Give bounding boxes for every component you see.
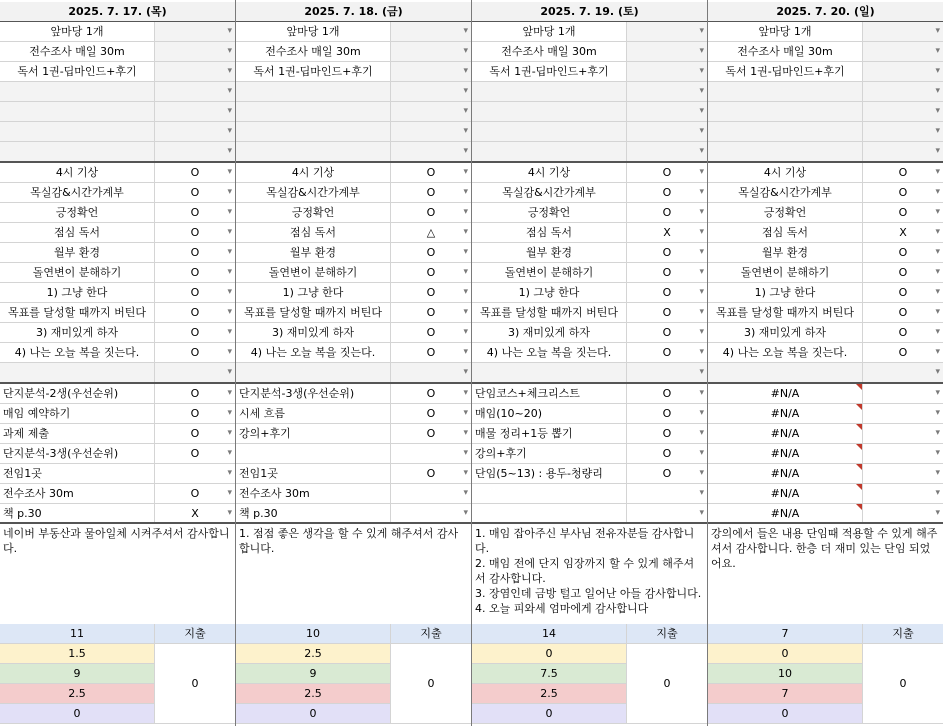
goal-status-dropdown[interactable] — [863, 122, 943, 142]
routine-item: 목표를 달성할 때까지 버틴다 — [236, 303, 391, 323]
task-status-dropdown[interactable]: O ▾ — [155, 384, 236, 404]
goal-cell[interactable] — [236, 122, 391, 142]
goal-status-dropdown[interactable] — [391, 122, 472, 142]
routine-status-dropdown[interactable]: O ▾ — [627, 263, 708, 283]
gratitude-note[interactable]: 네이버 부동산과 물아일체 시켜주셔서 감사합니다. — [0, 524, 236, 624]
task-status-dropdown[interactable]: O ▾ — [391, 464, 472, 484]
routine-item: 4) 나는 오늘 복을 짓는다. — [472, 343, 627, 363]
routine-status-dropdown[interactable]: O ▾ — [391, 303, 472, 323]
task-item[interactable]: #N/A — [708, 424, 863, 444]
goal-cell[interactable] — [0, 142, 155, 162]
routine-item: 월부 환경 — [236, 243, 391, 263]
spend-total: 0 — [155, 644, 236, 724]
goal-status-dropdown[interactable] — [863, 62, 943, 82]
task-item[interactable]: 과제 제출 — [0, 424, 155, 444]
routine-status-dropdown[interactable]: O ▾ — [155, 303, 236, 323]
task-item[interactable]: 매임 예약하기 — [0, 404, 155, 424]
goal-status-dropdown[interactable] — [863, 142, 943, 162]
goal-cell[interactable] — [472, 102, 627, 122]
routine-item: 1) 그냥 한다 — [472, 283, 627, 303]
task-status-dropdown[interactable] — [863, 424, 943, 444]
routine-status-dropdown[interactable]: O ▾ — [391, 323, 472, 343]
task-status-dropdown[interactable] — [863, 464, 943, 484]
score-cell: 11 — [0, 624, 155, 644]
task-status-dropdown[interactable]: O ▾ — [627, 404, 708, 424]
routine-status-dropdown[interactable]: X ▾ — [863, 223, 943, 243]
task-item[interactable]: #N/A — [708, 484, 863, 504]
goal-cell[interactable]: 앞마당 1개 — [236, 22, 391, 42]
task-item[interactable]: 전임1곳 — [0, 464, 155, 484]
task-status-dropdown[interactable] — [863, 484, 943, 504]
task-item[interactable]: 단지분석-3생(우선순위) — [236, 384, 391, 404]
goal-cell[interactable]: 전수조사 매일 30m — [708, 42, 863, 62]
routine-item: 돌연변이 분해하기 — [472, 263, 627, 283]
routine-item: 긍정확언 — [472, 203, 627, 223]
day-column-divider — [707, 0, 708, 726]
routine-status-dropdown[interactable]: O ▾ — [391, 163, 472, 183]
task-item[interactable]: 책 p.30 — [0, 504, 155, 524]
routine-status-dropdown[interactable]: O ▾ — [155, 323, 236, 343]
task-item[interactable]: #N/A — [708, 404, 863, 424]
goal-status-dropdown[interactable] — [391, 142, 472, 162]
routine-item: 4시 기상 — [708, 163, 863, 183]
task-item[interactable]: 단임코스+체크리스트 — [472, 384, 627, 404]
routine-status-dropdown[interactable]: O ▾ — [155, 183, 236, 203]
routine-item: 점심 독서 — [0, 223, 155, 243]
score-cell: 14 — [472, 624, 627, 644]
routine-status-dropdown[interactable]: O ▾ — [391, 183, 472, 203]
goal-cell[interactable] — [472, 142, 627, 162]
goal-cell[interactable] — [0, 102, 155, 122]
comment-marker-icon — [856, 444, 862, 450]
task-item[interactable]: 전수조사 30m — [236, 484, 391, 504]
goal-cell[interactable]: 전수조사 매일 30m — [472, 42, 627, 62]
task-status-dropdown[interactable] — [627, 484, 708, 504]
task-status-dropdown[interactable] — [391, 444, 472, 464]
goal-status-dropdown[interactable] — [627, 22, 708, 42]
task-status-dropdown[interactable]: O ▾ — [155, 404, 236, 424]
routine-status-dropdown[interactable]: O ▾ — [155, 343, 236, 363]
date-header: 2025. 7. 18. (금) — [236, 2, 472, 22]
goal-status-dropdown[interactable] — [627, 102, 708, 122]
task-item[interactable]: 시세 흐름 — [236, 404, 391, 424]
task-status-dropdown[interactable] — [863, 384, 943, 404]
routine-status-dropdown[interactable]: O ▾ — [391, 343, 472, 363]
date-header: 2025. 7. 17. (목) — [0, 2, 236, 22]
goal-cell[interactable] — [708, 82, 863, 102]
routine-item: 긍정확언 — [236, 203, 391, 223]
routine-status-dropdown[interactable] — [155, 363, 236, 383]
goal-status-dropdown[interactable] — [155, 42, 236, 62]
task-item[interactable] — [472, 504, 627, 524]
goal-status-dropdown[interactable] — [391, 62, 472, 82]
task-status-dropdown[interactable]: O ▾ — [155, 484, 236, 504]
routine-status-dropdown[interactable]: O ▾ — [391, 203, 472, 223]
goal-status-dropdown[interactable] — [155, 122, 236, 142]
goal-status-dropdown[interactable] — [155, 82, 236, 102]
comment-marker-icon — [856, 464, 862, 470]
goal-status-dropdown[interactable] — [627, 42, 708, 62]
routine-item: 4) 나는 오늘 복을 짓는다. — [708, 343, 863, 363]
routine-item: 4시 기상 — [0, 163, 155, 183]
gratitude-note[interactable]: 강의에서 들은 내용 단임때 적용할 수 있게 해주셔서 감사합니다. 한층 더 재미 있는 단임 되었어요. — [708, 524, 943, 624]
routine-item: 4) 나는 오늘 복을 짓는다. — [236, 343, 391, 363]
routine-status-dropdown[interactable]: O ▾ — [155, 263, 236, 283]
routine-status-dropdown[interactable]: O ▾ — [863, 203, 943, 223]
stat-cell: 2.5 — [0, 684, 155, 704]
task-status-dropdown[interactable]: O ▾ — [627, 424, 708, 444]
task-status-dropdown[interactable]: O ▾ — [155, 424, 236, 444]
routine-status-dropdown[interactable]: △ ▾ — [391, 223, 472, 243]
goal-status-dropdown[interactable] — [627, 122, 708, 142]
goal-cell[interactable]: 앞마당 1개 — [708, 22, 863, 42]
routine-status-dropdown[interactable]: O ▾ — [627, 243, 708, 263]
routine-item: 긍정확언 — [708, 203, 863, 223]
routine-item: 점심 독서 — [236, 223, 391, 243]
comment-marker-icon — [856, 384, 862, 390]
stat-cell: 2.5 — [236, 684, 391, 704]
goal-status-dropdown[interactable] — [155, 62, 236, 82]
day-column-divider — [471, 0, 472, 726]
routine-item: 1) 그냥 한다 — [708, 283, 863, 303]
goal-cell[interactable]: 독서 1권-딥마인드+후기 — [472, 62, 627, 82]
task-item[interactable]: #N/A — [708, 504, 863, 524]
task-status-dropdown[interactable]: O ▾ — [391, 424, 472, 444]
routine-status-dropdown[interactable]: O ▾ — [863, 163, 943, 183]
routine-item — [708, 363, 863, 383]
routine-item: 점심 독서 — [472, 223, 627, 243]
goal-cell[interactable]: 앞마당 1개 — [0, 22, 155, 42]
routine-item: 돌연변이 분해하기 — [0, 263, 155, 283]
task-item[interactable]: 전임1곳 — [236, 464, 391, 484]
routine-status-dropdown[interactable] — [863, 363, 943, 383]
routine-status-dropdown[interactable]: O ▾ — [391, 243, 472, 263]
task-item[interactable]: 강의+후기 — [236, 424, 391, 444]
routine-item: 돌연변이 분해하기 — [708, 263, 863, 283]
routine-item: 월부 환경 — [708, 243, 863, 263]
task-item[interactable] — [472, 484, 627, 504]
routine-status-dropdown[interactable]: O ▾ — [627, 323, 708, 343]
goal-cell[interactable] — [472, 122, 627, 142]
routine-item: 목실감&시간가계부 — [236, 183, 391, 203]
stat-cell: 0 — [708, 644, 863, 664]
routine-status-dropdown[interactable] — [391, 363, 472, 383]
goal-cell[interactable] — [708, 142, 863, 162]
spend-label: 지출 — [627, 624, 708, 644]
goal-status-dropdown[interactable] — [391, 102, 472, 122]
routine-status-dropdown[interactable]: O ▾ — [155, 283, 236, 303]
routine-status-dropdown[interactable]: O ▾ — [627, 183, 708, 203]
date-header: 2025. 7. 20. (일) — [708, 2, 943, 22]
routine-status-dropdown[interactable]: O ▾ — [863, 243, 943, 263]
spend-total: 0 — [863, 644, 943, 724]
stat-cell: 1.5 — [0, 644, 155, 664]
spend-label: 지출 — [863, 624, 943, 644]
task-status-dropdown[interactable]: O ▾ — [627, 464, 708, 484]
goal-cell[interactable] — [472, 82, 627, 102]
goal-cell[interactable]: 독서 1권-딥마인드+후기 — [0, 62, 155, 82]
goal-cell[interactable]: 독서 1권-딥마인드+후기 — [708, 62, 863, 82]
routine-item: 3) 재미있게 하자 — [708, 323, 863, 343]
spend-label: 지출 — [155, 624, 236, 644]
comment-marker-icon — [856, 504, 862, 510]
routine-item: 점심 독서 — [708, 223, 863, 243]
stat-cell: 9 — [236, 664, 391, 684]
goal-status-dropdown[interactable] — [863, 102, 943, 122]
stat-cell: 7 — [708, 684, 863, 704]
goal-status-dropdown[interactable] — [391, 22, 472, 42]
task-status-dropdown[interactable]: O ▾ — [391, 404, 472, 424]
task-item[interactable]: 전수조사 30m — [0, 484, 155, 504]
comment-marker-icon — [856, 484, 862, 490]
routine-status-dropdown[interactable]: O ▾ — [863, 283, 943, 303]
stat-cell: 0 — [472, 644, 627, 664]
routine-item: 목실감&시간가계부 — [708, 183, 863, 203]
routine-status-dropdown[interactable]: O ▾ — [627, 303, 708, 323]
stat-cell: 9 — [0, 664, 155, 684]
routine-status-dropdown[interactable]: O ▾ — [863, 323, 943, 343]
task-item[interactable]: 단지분석-2생(우선순위) — [0, 384, 155, 404]
goal-cell[interactable] — [0, 82, 155, 102]
routine-status-dropdown[interactable]: X ▾ — [627, 223, 708, 243]
task-item[interactable]: 매물 정리+1등 뽑기 — [472, 424, 627, 444]
goal-cell[interactable] — [708, 122, 863, 142]
task-item[interactable] — [236, 444, 391, 464]
gratitude-note[interactable]: 1. 매임 잡아주신 부사님 전유자분들 감사합니다. 2. 매임 전에 단지 임장까지 할 수 있게 해주셔서 감사합니다. 3. 장염인데 금방 털고 일어난 아들 감사합니다. 4. 오늘 피와세 엄마에게 감사합니다 — [472, 524, 708, 624]
routine-item: 돌연변이 분해하기 — [236, 263, 391, 283]
routine-item — [236, 363, 391, 383]
goal-status-dropdown[interactable] — [627, 82, 708, 102]
task-status-dropdown[interactable] — [155, 464, 236, 484]
task-status-dropdown[interactable] — [391, 504, 472, 524]
score-cell: 10 — [236, 624, 391, 644]
task-status-dropdown[interactable]: O ▾ — [391, 384, 472, 404]
task-status-dropdown[interactable]: O ▾ — [627, 384, 708, 404]
date-header: 2025. 7. 19. (토) — [472, 2, 708, 22]
routine-status-dropdown[interactable]: O ▾ — [155, 203, 236, 223]
task-status-dropdown[interactable] — [391, 484, 472, 504]
routine-item: 3) 재미있게 하자 — [0, 323, 155, 343]
routine-item — [472, 363, 627, 383]
routine-status-dropdown[interactable]: O ▾ — [863, 343, 943, 363]
routine-item — [0, 363, 155, 383]
routine-item: 4시 기상 — [236, 163, 391, 183]
goal-status-dropdown[interactable] — [155, 142, 236, 162]
routine-item: 4시 기상 — [472, 163, 627, 183]
task-item[interactable]: 단임(5~13) : 용두-청량리 — [472, 464, 627, 484]
stat-cell: 10 — [708, 664, 863, 684]
routine-status-dropdown[interactable]: O ▾ — [863, 183, 943, 203]
goal-status-dropdown[interactable] — [863, 42, 943, 62]
goal-cell[interactable]: 독서 1권-딥마인드+후기 — [236, 62, 391, 82]
routine-item: 1) 그냥 한다 — [0, 283, 155, 303]
day-column-divider — [235, 0, 236, 726]
gratitude-note[interactable]: 1. 점점 좋은 생각을 할 수 있게 해주셔서 감사합니다. — [236, 524, 472, 624]
stat-cell: 7.5 — [472, 664, 627, 684]
routine-item: 목표를 달성할 때까지 버틴다 — [0, 303, 155, 323]
goal-cell[interactable]: 전수조사 매일 30m — [236, 42, 391, 62]
goal-cell[interactable] — [236, 142, 391, 162]
task-item[interactable]: 단지분석-3생(우선순위) — [0, 444, 155, 464]
spend-label: 지출 — [391, 624, 472, 644]
goal-cell[interactable] — [708, 102, 863, 122]
goal-status-dropdown[interactable] — [391, 42, 472, 62]
task-item[interactable]: 책 p.30 — [236, 504, 391, 524]
routine-status-dropdown[interactable]: O ▾ — [155, 243, 236, 263]
routine-status-dropdown[interactable]: O ▾ — [863, 303, 943, 323]
routine-status-dropdown[interactable]: O ▾ — [391, 283, 472, 303]
comment-marker-icon — [856, 404, 862, 410]
task-status-dropdown[interactable]: O ▾ — [627, 444, 708, 464]
task-status-dropdown[interactable]: X ▾ — [155, 504, 236, 524]
task-status-dropdown[interactable] — [627, 504, 708, 524]
routine-item: 목실감&시간가계부 — [472, 183, 627, 203]
routine-item: 목표를 달성할 때까지 버틴다 — [472, 303, 627, 323]
routine-item: 목표를 달성할 때까지 버틴다 — [708, 303, 863, 323]
routine-status-dropdown[interactable]: O ▾ — [391, 263, 472, 283]
routine-item: 목실감&시간가계부 — [0, 183, 155, 203]
routine-item: 4) 나는 오늘 복을 짓는다. — [0, 343, 155, 363]
goal-status-dropdown[interactable] — [627, 142, 708, 162]
goal-status-dropdown[interactable] — [391, 82, 472, 102]
routine-item: 3) 재미있게 하자 — [472, 323, 627, 343]
goal-cell[interactable]: 전수조사 매일 30m — [0, 42, 155, 62]
routine-status-dropdown[interactable]: O ▾ — [155, 223, 236, 243]
score-cell: 7 — [708, 624, 863, 644]
routine-status-dropdown[interactable]: O ▾ — [627, 163, 708, 183]
routine-item: 1) 그냥 한다 — [236, 283, 391, 303]
comment-marker-icon — [856, 424, 862, 430]
task-item[interactable]: #N/A — [708, 384, 863, 404]
task-status-dropdown[interactable] — [863, 504, 943, 524]
routine-status-dropdown[interactable]: O ▾ — [863, 263, 943, 283]
routine-item: 긍정확언 — [0, 203, 155, 223]
stat-cell: 0 — [0, 704, 155, 724]
routine-item: 월부 환경 — [472, 243, 627, 263]
task-status-dropdown[interactable] — [863, 404, 943, 424]
routine-item: 월부 환경 — [0, 243, 155, 263]
routine-status-dropdown[interactable]: O ▾ — [627, 283, 708, 303]
goal-cell[interactable] — [0, 122, 155, 142]
stat-cell: 2.5 — [472, 684, 627, 704]
goal-status-dropdown[interactable] — [155, 102, 236, 122]
stat-cell: 0 — [472, 704, 627, 724]
stat-cell: 0 — [236, 704, 391, 724]
goal-status-dropdown[interactable] — [863, 22, 943, 42]
stat-cell: 0 — [708, 704, 863, 724]
task-item[interactable]: 강의+후기 — [472, 444, 627, 464]
task-item[interactable]: 매임(10~20) — [472, 404, 627, 424]
task-item[interactable]: #N/A — [708, 444, 863, 464]
stat-cell: 2.5 — [236, 644, 391, 664]
routine-status-dropdown[interactable]: O ▾ — [627, 343, 708, 363]
routine-status-dropdown[interactable]: O ▾ — [155, 163, 236, 183]
goal-cell[interactable]: 앞마당 1개 — [472, 22, 627, 42]
goal-status-dropdown[interactable] — [627, 62, 708, 82]
routine-status-dropdown[interactable] — [627, 363, 708, 383]
routine-status-dropdown[interactable]: O ▾ — [627, 203, 708, 223]
spend-total: 0 — [627, 644, 708, 724]
task-status-dropdown[interactable] — [863, 444, 943, 464]
task-status-dropdown[interactable]: O ▾ — [155, 444, 236, 464]
spend-total: 0 — [391, 644, 472, 724]
goal-status-dropdown[interactable] — [155, 22, 236, 42]
goal-cell[interactable] — [236, 82, 391, 102]
task-item[interactable]: #N/A — [708, 464, 863, 484]
goal-status-dropdown[interactable] — [863, 82, 943, 102]
routine-item: 3) 재미있게 하자 — [236, 323, 391, 343]
goal-cell[interactable] — [236, 102, 391, 122]
